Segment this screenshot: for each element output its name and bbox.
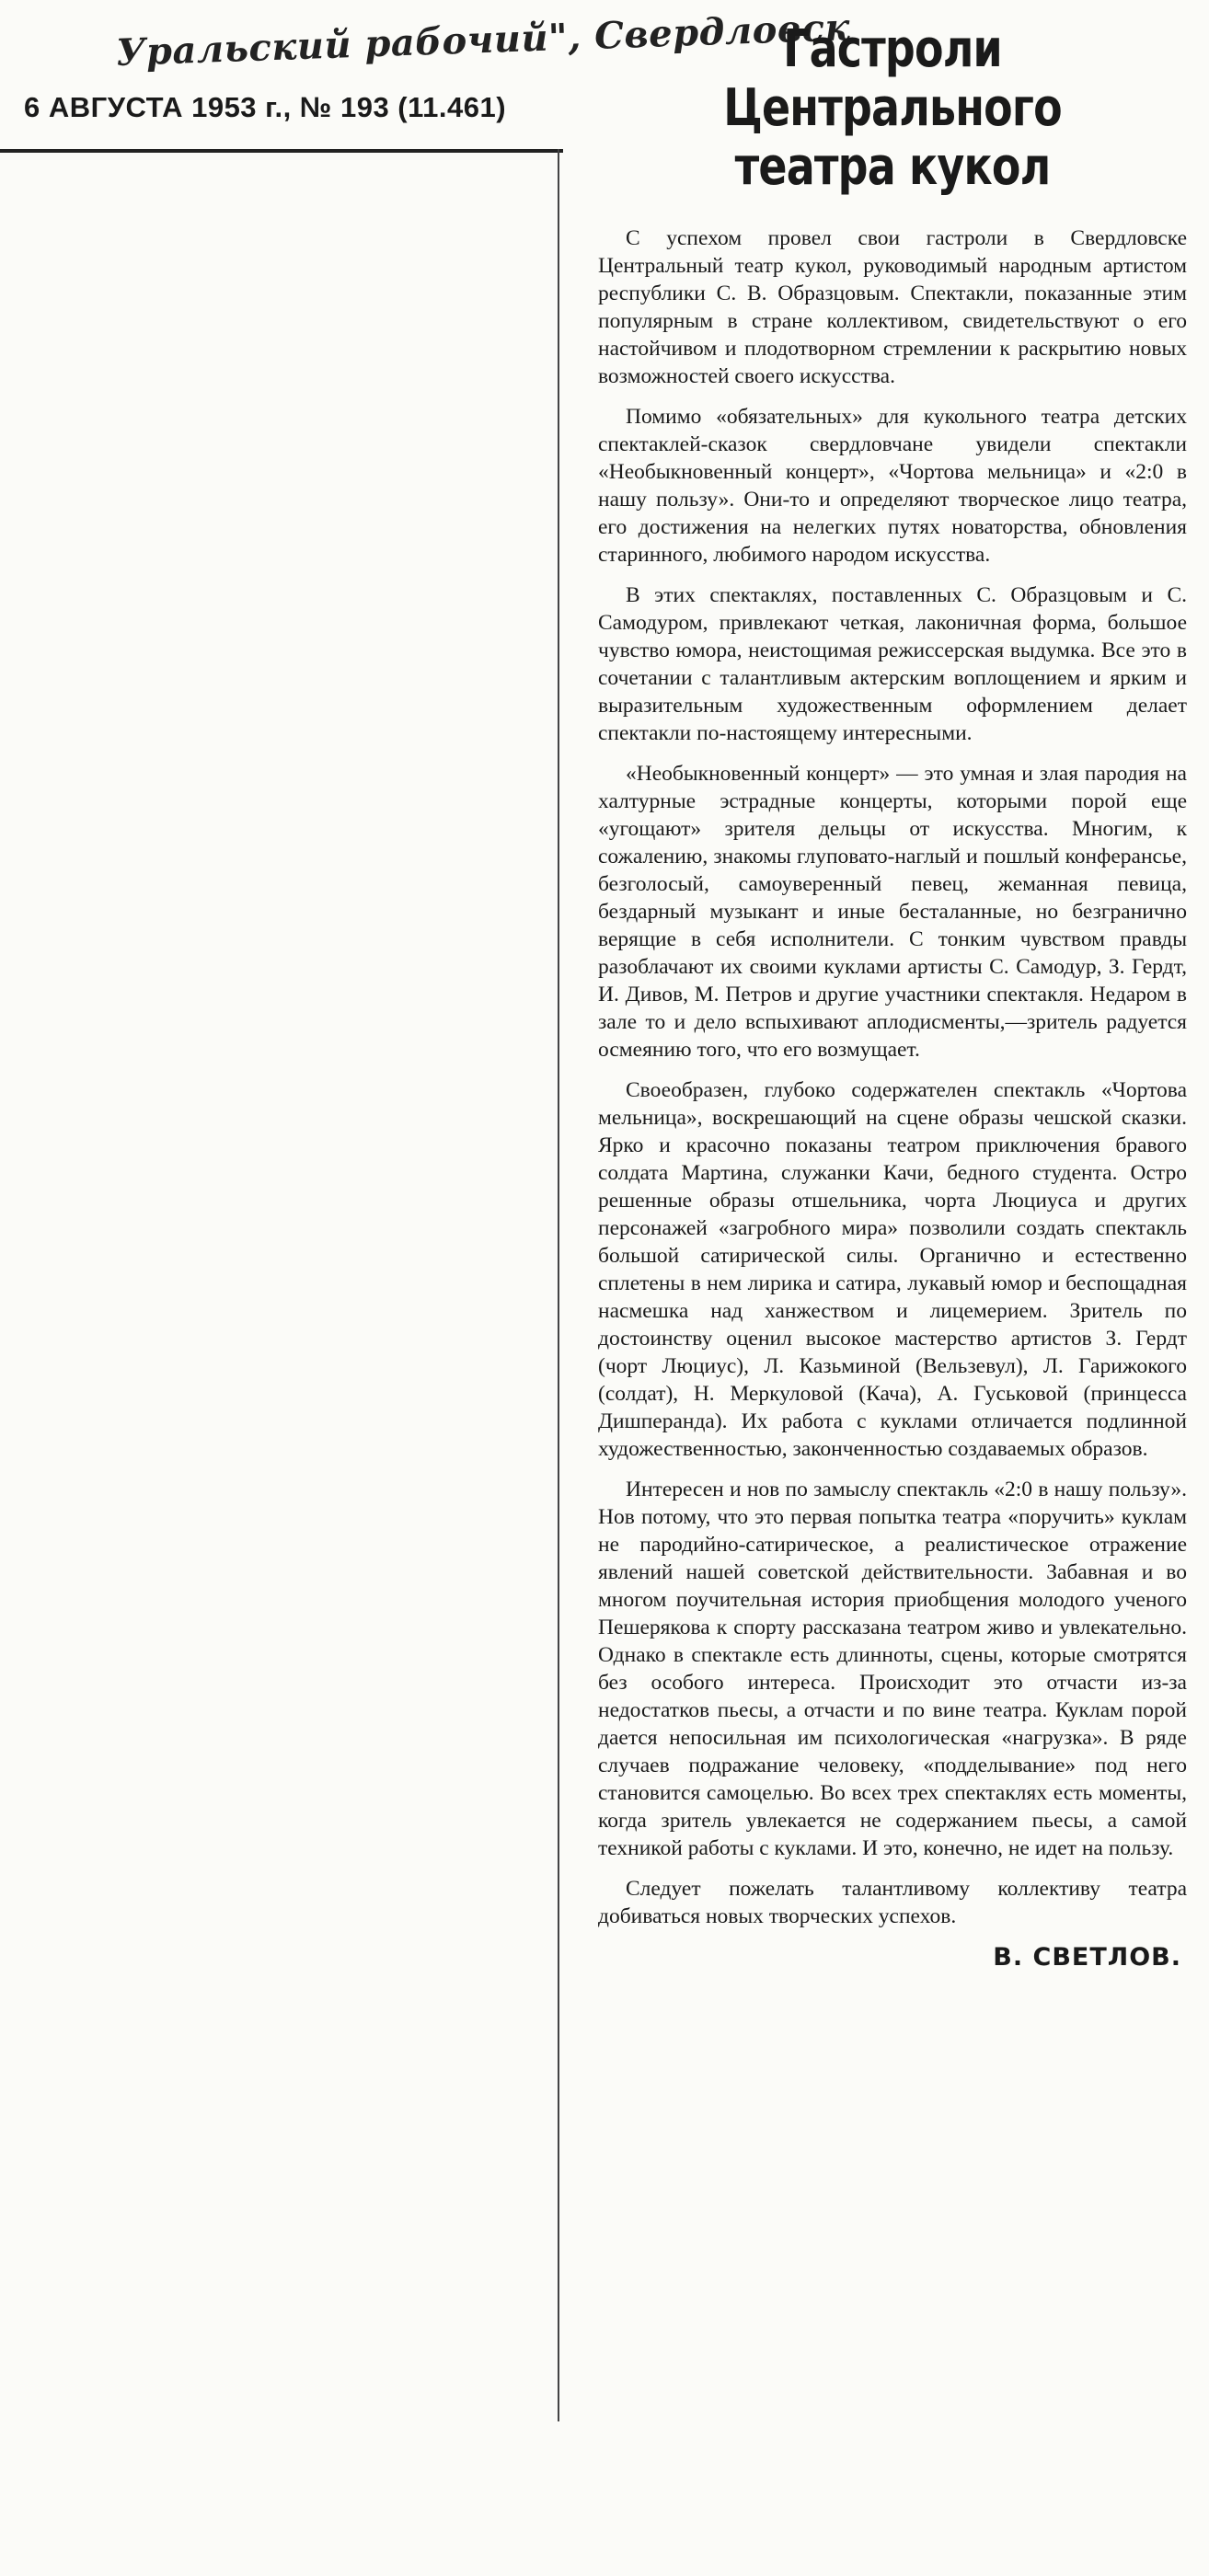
masthead [24,6,851,124]
headline-line-2: театра кукол [734,137,1051,197]
column-rule [558,149,559,2421]
paragraph: Помимо «обязательных» для кукольного театра детских спектаклей-сказок свердловчане увидели спектакли «Необыкновенный концерт», «Чортова мельница» и «2:0 в нашу пользу». Они-то и определяют творческое лицо театра, его достижения на нелегких путях новаторства, обновления старинного, любимого народом искусства. [598,405,1187,567]
paragraph: С успехом провел свои гастроли в Свердловске Центральный театр кукол, руководимый народным артистом республики С. В. Образцовым. Спектакли, показанные этим популярным в стране коллективом, свидетельствуют о его настойчивом и плодотворном стремлении к раскрытию новых возможностей своего искусства. [598,226,1187,388]
author-signature: В. СВЕТЛОВ. [993,1943,1181,1972]
paragraph: Следует пожелать талантливому коллективу театра добиваться новых творческих успехов. [598,1877,1187,1928]
headline-line-1: Гастроли Центрального [723,19,1062,138]
article [598,20,1187,1972]
handwritten-source-note: Уральский рабочий", Свердловск [115,6,851,75]
article-body [598,224,1187,1930]
headline [621,20,1164,197]
paragraph: В этих спектаклях, поставленных С. Образцовым и С. Самодуром, привлекают четкая, лаконичная форма, большое чувство юмора, неистощимая режиссерская выдумка. Все это в сочетании с талантливым актерским воплощением и ярким и выразительным художественным оформлением делает спектакли по-настоящему интересными. [598,583,1187,745]
paragraph: Своеобразен, глубоко содержателен спектакль «Чортова мельница», воскрешающий на сцене образы чешской сказки. Ярко и красочно показаны театром приключения бравого солдата Мартина, служанки Качи, бедного студента. Остро решенные образы отшельника, чорта Люциуса и других персонажей «загробного мира» позволили создать спектакль большой сатирической силы. Органично и естественно сплетены в нем лирика и сатира, лукавый юмор и беспощадная насмешка над ханжеством и лицемерием. Зритель по достоинству оценил высокое мастерство артистов З. Гердт (чорт Люциус), Л. Казьминой (Вельзевул), Л. Гарижокого (солдат), Н. Меркуловой (Кача), А. Гуськовой (принцесса Дишперанда). Их работа с куклами отличается подлинной художественностью, законченностью создаваемых образов. [598,1078,1187,1461]
horizontal-rule [0,149,563,153]
paragraph: Интересен и нов по замыслу спектакль «2:0 в нашу пользу». Нов потому, что это первая попытка театра «поручить» куклам не пародийно-сатирическое, а реалистическое отражение явлений нашей советской действительности. Забавная и во многом поучительная история приобщения молодого ученого Пешерякова к спорту рассказана театром живо и увлекательно. Однако в спектакле есть длинноты, сцены, которые смотрятся без особого интереса. Происходит это отчасти из-за недостатков пьесы, а отчасти и по вине театра. Куклам порой дается непосильная им психологическая «нагрузка». В ряде случаев подражание человеку, «подделывание» под него становится самоцелью. Во всех трех спектаклях есть моменты, когда зритель увлекается не содержанием пьесы, а самой техникой работы с куклами. И это, конечно, не идет на пользу. [598,1478,1187,1860]
paragraph: «Необыкновенный концерт» — это умная и злая пародия на халтурные эстрадные концерты, которыми порой еще «угощают» зрителя дельцы от искусства. Многим, к сожалению, знакомы глуповато-наглый и пошлый конферансье, безголосый, самоуверенный певец, жеманная певица, бездарный музыкант и иные бесталанные, но безгранично верящие в себя исполнители. С тонким чувством правды разоблачают их своими куклами артисты С. Самодур, З. Гердт, И. Дивов, М. Петров и другие участники спектакля. Недаром в зале то и дело вспыхивают аплодисменты,—зритель радуется осмеянию того, что его возмущает. [598,762,1187,1062]
dateline: 6 АВГУСТА 1953 г., № 193 (11.461) [24,91,507,123]
